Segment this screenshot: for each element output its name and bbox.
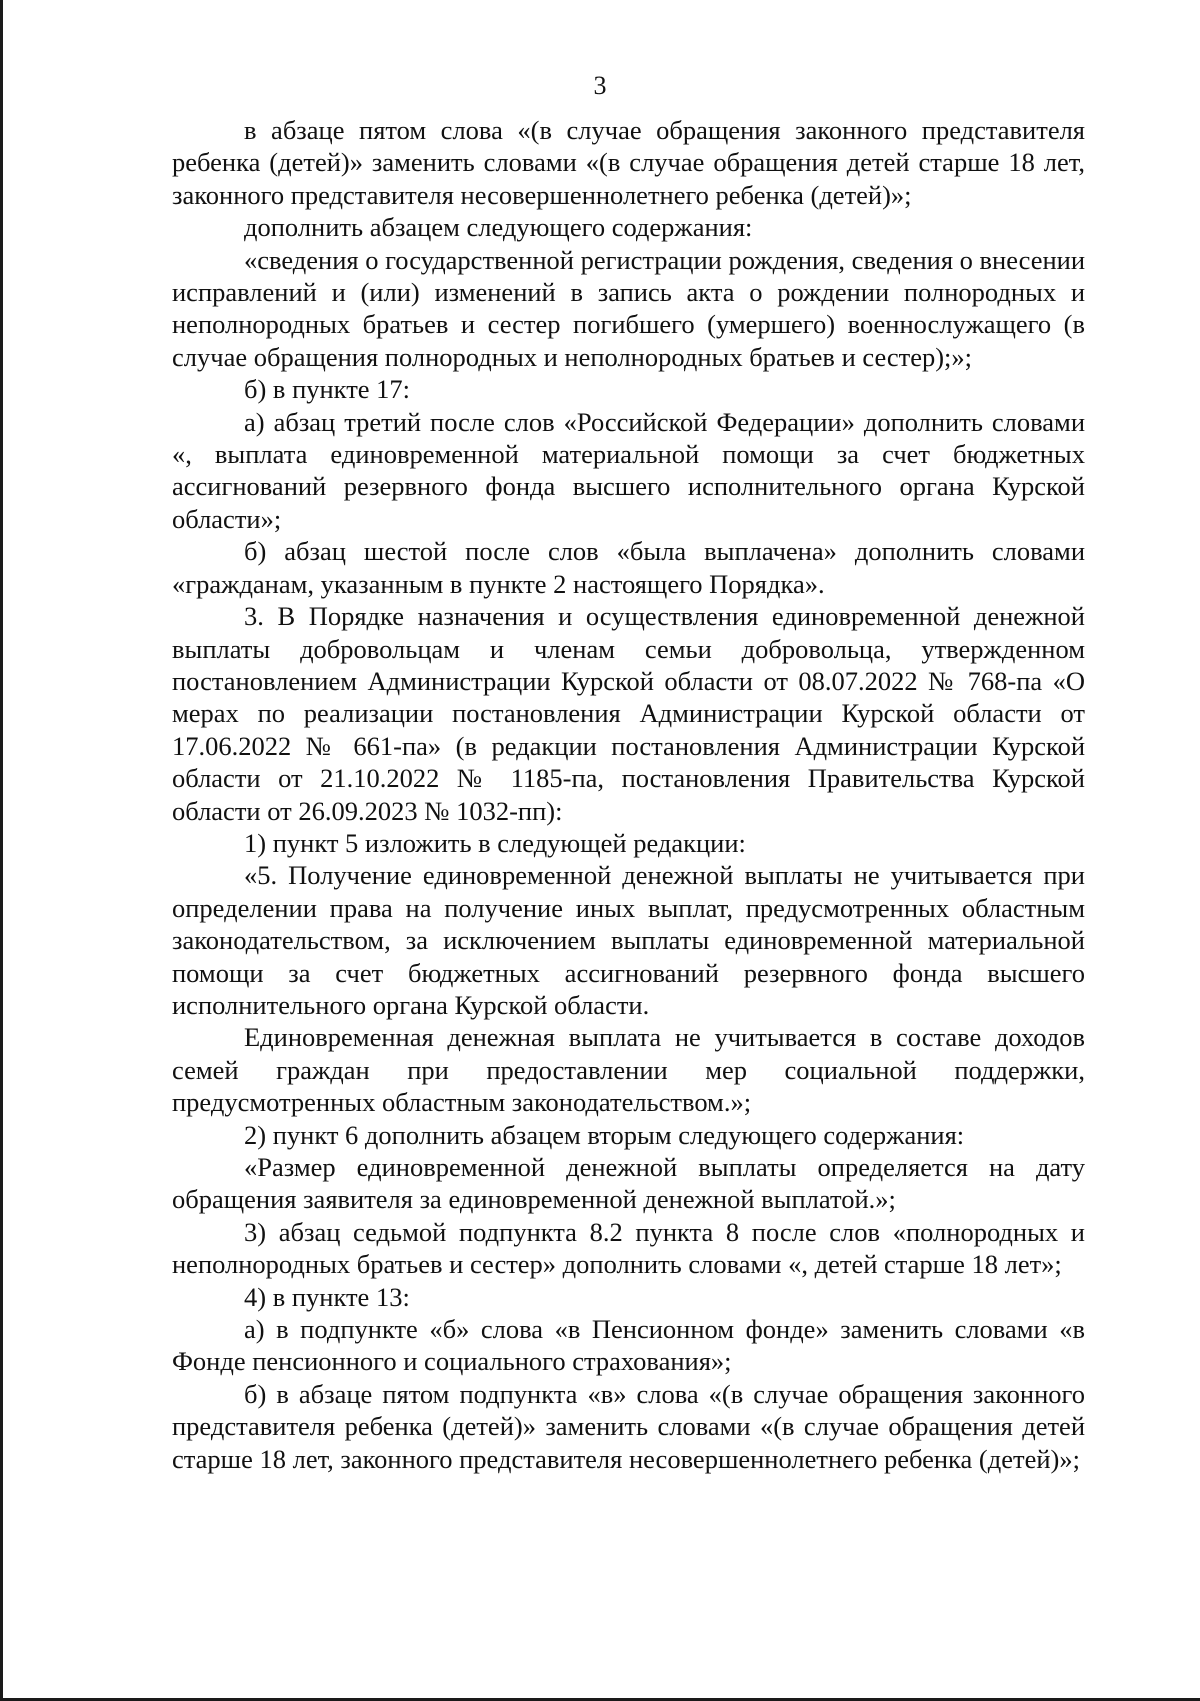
paragraph: «сведения о государственной регистрации рождения, сведения о внесении исправлений и (или) изменений в запись акта о рождении полнородных и неполнородных братьев и сестер погибшего (умершего) военнослужащего (в случае обращения полнородных и неполнородных братьев и сестер);»;	[172, 244, 1086, 372]
paragraph: б) в абзаце пятом подпункта «в» слова «(в случае обращения законного представителя ребенка (детей)» заменить словами «(в случае обращения детей старше 18 лет, законного представителя несовершеннолетнего ребенка (детей)»;	[172, 1378, 1085, 1474]
paragraph: 1) пункт 5 изложить в следующей редакции:	[244, 827, 746, 858]
page-number: 3	[593, 71, 607, 100]
paragraph: в абзаце пятом слова «(в случае обращения законного представителя ребенка (детей)» заменить словами «(в случае обращения детей старше 18 лет, законного представителя несовершеннолетнего ребенка (детей)»;	[172, 115, 1085, 210]
paragraph: а) абзац третий после слов «Российской Федерации» дополнить словами «, выплата единовременной материальной помощи за счет бюджетных ассигнований резервного фонда высшего исполнительного органа Курской области»;	[172, 406, 1085, 534]
paragraph: дополнить абзацем следующего содержания:	[244, 212, 753, 243]
paragraph: 3. В Порядке назначения и осуществления единовременной денежной выплаты добровольцам и членам семьи добровольца, утвержденном постановлением Администрации Курской области от 08.07.2022 № 768-па «О мерах по реализации постановления Администрации Курской области от 17.06.2022 № 661-па» (в редакции постановления Администрации Курской области от 21.10.2022 № 1185-па, постановления Правительства Курской области от 26.09.2023 № 1032-пп):	[172, 601, 1085, 826]
document-body	[172, 114, 1085, 1475]
paragraph: а) в подпункте «б» слова «в Пенсионном фонде» заменить словами «в Фонде пенсионного и социального страхования»;	[172, 1314, 1085, 1377]
paragraph: «5. Получение единовременной денежной выплаты не учитывается при определении права на получение иных выплат, предусмотренных областным законодательством, за исключением выплаты единовременной материальной помощи за счет бюджетных ассигнований резервного фонда высшего исполнительного органа Курской области.	[172, 860, 1085, 1020]
paragraph: «Размер единовременной денежной выплаты определяется на дату обращения заявителя за единовременной денежной выплатой.»;	[172, 1152, 1085, 1215]
paragraph: 2) пункт 6 дополнить абзацем вторым следующего содержания:	[244, 1119, 965, 1150]
paragraph: б) абзац шестой после слов «была выплачена» дополнить словами «гражданам, указанным в пункте 2 настоящего Порядка».	[172, 536, 1085, 599]
paragraph: б) в пункте 17:	[244, 374, 411, 405]
paragraph: Единовременная денежная выплата не учитывается в составе доходов семей граждан при предоставлении мер социальной поддержки, предусмотренных областным законодательством.»;	[172, 1022, 1085, 1118]
paragraph: 3) абзац седьмой подпункта 8.2 пункта 8 после слов «полнородных и неполнородных братьев и сестер» дополнить словами «, детей старше 18 лет»;	[172, 1216, 1085, 1280]
scan-left-edge	[0, 0, 3, 1701]
paragraph: 4) в пункте 13:	[244, 1281, 410, 1312]
